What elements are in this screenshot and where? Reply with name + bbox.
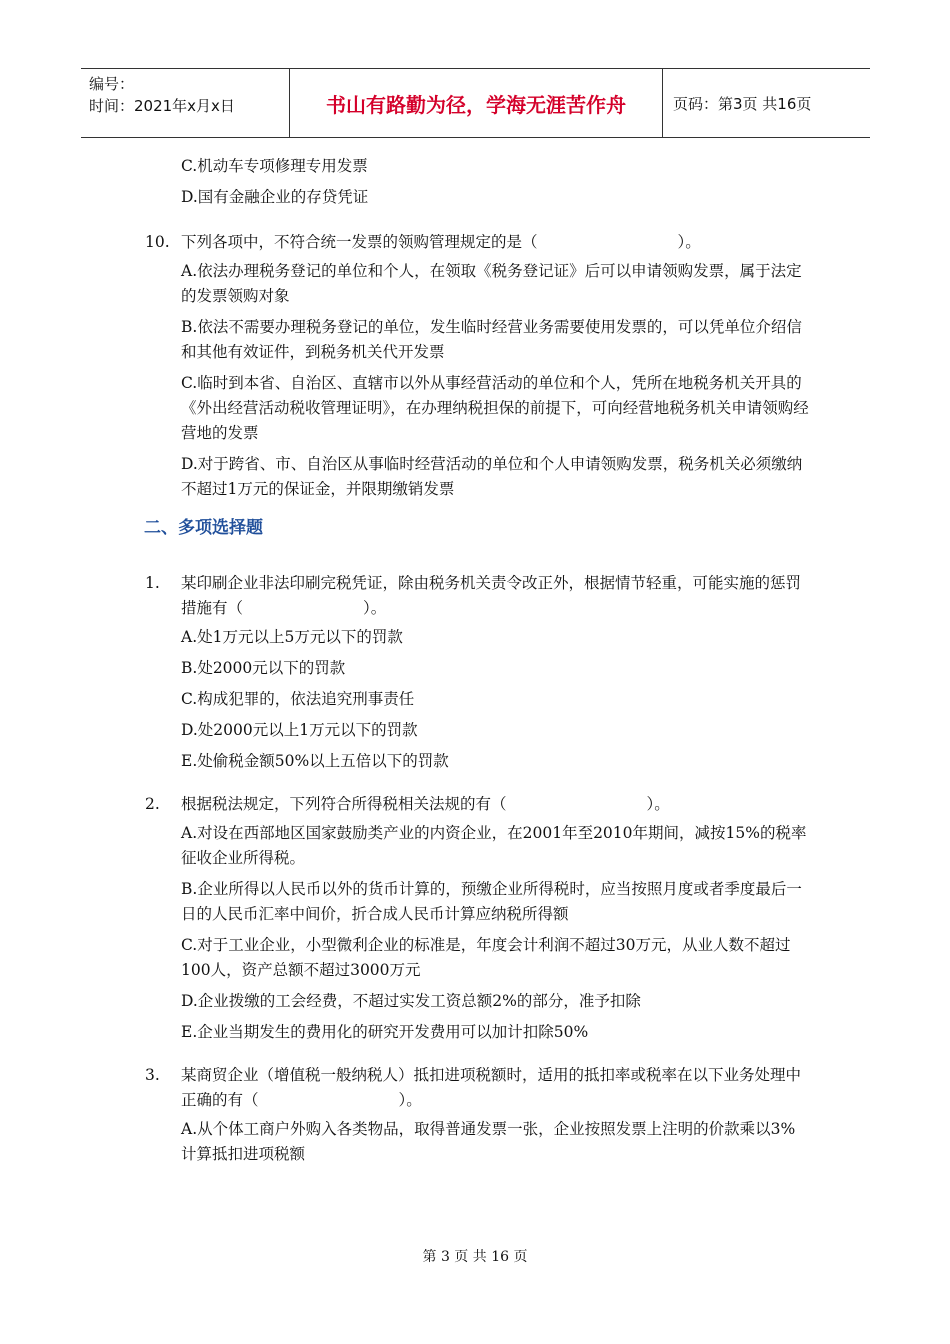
option-item: A.从个体工商户外购入各类物品，取得普通发票一张，企业按照发票上注明的价款乘以3%计算抵扣进项税额 bbox=[181, 1120, 796, 1163]
code-label: 编号： bbox=[89, 75, 135, 93]
question-m3 bbox=[145, 1063, 810, 1113]
option-item: C.临时到本省、自治区、直辖市以外从事经营活动的单位和个人，凭所在地税务机关开具的《外出经营活动税收管理证明》，在办理纳税担保的前提下，可向经营地税务机关申请领购经营地的发票 bbox=[181, 374, 809, 442]
question-text: 根据税法规定，下列符合所得税相关法规的有（ ）。 bbox=[181, 795, 670, 813]
option-item: E.企业当期发生的费用化的研究开发费用可以加计扣除50% bbox=[181, 1023, 589, 1041]
option-item: C.机动车专项修理专用发票 bbox=[181, 157, 368, 175]
option-item: C.对于工业企业，小型微利企业的标准是，年度会计利润不超过30万元，从业人数不超过100人，资产总额不超过3000万元 bbox=[181, 936, 791, 979]
header-motto: 书山有路勤为径，学海无涯苦作舟 bbox=[290, 69, 663, 137]
option-item: B.依法不需要办理税务登记的单位，发生临时经营业务需要使用发票的，可以凭单位介绍信和其他有效证件，到税务机关代开发票 bbox=[181, 318, 802, 361]
option-item: D.对于跨省、市、自治区从事临时经营活动的单位和个人申请领购发票，税务机关必须缴纳不超过1万元的保证金，并限期缴销发票 bbox=[181, 455, 803, 498]
page-footer: 第 3 页 共 16 页 bbox=[422, 1249, 528, 1265]
header-meta bbox=[81, 69, 290, 137]
option-item: B.企业所得以人民币以外的货币计算的，预缴企业所得税时，应当按照月度或者季度最后一日的人民币汇率中间价，折合成人民币计算应纳税所得额 bbox=[181, 880, 802, 923]
option-item: A.依法办理税务登记的单位和个人，在领取《税务登记证》后可以申请领购发票，属于法定的发票领购对象 bbox=[181, 262, 802, 305]
document-body bbox=[145, 154, 810, 1173]
question-text: 某商贸企业（增值税一般纳税人）抵扣进项税额时，适用的抵扣率或税率在以下业务处理中正确的有（ ）。 bbox=[181, 1066, 802, 1109]
question-m1 bbox=[145, 571, 810, 621]
question-number: 2. bbox=[145, 795, 160, 813]
page-header bbox=[81, 68, 870, 138]
time-label: 时间：2021年x月x日 bbox=[89, 97, 235, 115]
option-item: A.对设在西部地区国家鼓励类产业的内资企业，在2001年至2010年期间，减按15%的税率征收企业所得税。 bbox=[181, 824, 807, 867]
option-item: D.国有金融企业的存贷凭证 bbox=[181, 188, 369, 206]
option-item: D.企业拨缴的工会经费，不超过实发工资总额2%的部分，准予扣除 bbox=[181, 992, 641, 1010]
option-item: A.处1万元以上5万元以下的罚款 bbox=[181, 628, 403, 646]
question-number: 3. bbox=[145, 1066, 160, 1084]
question-text: 某印刷企业非法印刷完税凭证，除由税务机关责令改正外，根据情节轻重，可能实施的惩罚措施有（ ）。 bbox=[181, 574, 802, 617]
section-title: 二、多项选择题 bbox=[144, 518, 263, 538]
question-number: 1. bbox=[145, 574, 160, 592]
option-item: D.处2000元以上1万元以下的罚款 bbox=[181, 721, 418, 739]
option-item: E.处偷税金额50%以上五倍以下的罚款 bbox=[181, 752, 449, 770]
question-number: 10. bbox=[145, 233, 170, 251]
header-page-info: 页码：第3页 共16页 bbox=[673, 94, 812, 113]
question-text: 下列各项中，不符合统一发票的领购管理规定的是（ ）。 bbox=[181, 233, 701, 251]
option-item: B.处2000元以下的罚款 bbox=[181, 659, 346, 677]
option-item: C.构成犯罪的，依法追究刑事责任 bbox=[181, 690, 415, 708]
question-10 bbox=[145, 230, 810, 255]
question-m2 bbox=[145, 792, 810, 817]
